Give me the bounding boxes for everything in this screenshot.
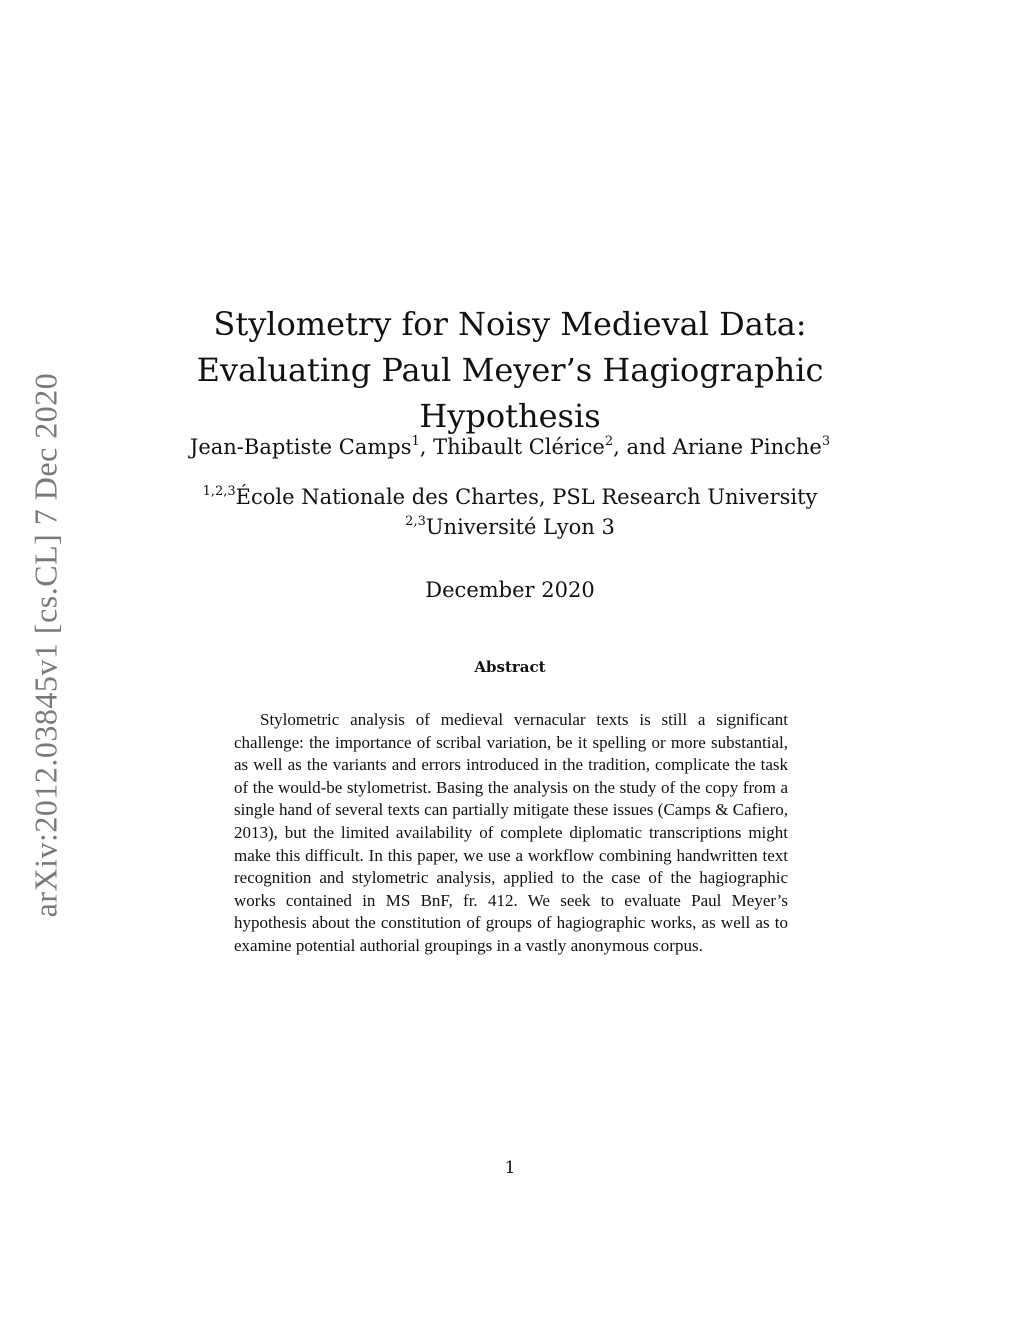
author-affiliation-mark: 3: [821, 434, 831, 449]
title-line-1: Stylometry for Noisy Medieval Data:: [213, 305, 807, 344]
author-affiliation-mark: 1: [411, 434, 420, 449]
paper-title: [160, 301, 860, 439]
affiliation-name: Université Lyon 3: [425, 515, 615, 539]
title-line-2: Evaluating Paul Meyer’s Hagiographic: [196, 351, 824, 390]
title-line-3: Hypothesis: [419, 397, 601, 436]
affiliation: [120, 512, 900, 542]
affiliation-name: École Nationale des Chartes, PSL Research University: [235, 485, 818, 509]
affiliation-mark: 2,3: [405, 514, 426, 529]
affiliation-mark: 1,2,3: [202, 484, 236, 499]
page-number: 1: [504, 1158, 516, 1178]
author-name: Ariane Pinche: [672, 435, 822, 459]
affiliation: [120, 482, 900, 512]
author-separator: ,: [419, 435, 434, 459]
abstract-text: Stylometric analysis of medieval vernacular texts is still a significant challenge: the importance of scribal variation, be it spelling or more substantial, as well as the variants and errors introduced in the tradition, complicate the task of the would-be stylometrist. Basing the analysis on the study of the copy from a single hand of several texts can partially mitigate these issues (Camps & Cafiero, 2013), but the limited availability of complete diplomatic transcriptions might make this difficult. In this paper, we use a workflow combining handwritten text recognition and stylometric analysis, applied to the case of the hagiographic works contained in MS BnF, fr. 412. We seek to evaluate Paul Meyer’s hypothesis about the constitution of groups of hagiographic works, as well as to examine potential authorial groupings in a vastly anonymous corpus.: [234, 710, 788, 955]
affiliation-list: [120, 482, 900, 542]
author-affiliation-mark: 2: [604, 434, 614, 449]
arxiv-identifier: arXiv:2012.03845v1 [cs.CL] 7 Dec 2020: [27, 372, 64, 918]
abstract-heading: Abstract: [474, 658, 546, 676]
author-separator: , and: [613, 435, 673, 459]
author-name: Jean-Baptiste Camps: [189, 435, 412, 459]
author-list: [120, 432, 900, 462]
publication-date: December 2020: [425, 578, 595, 602]
author-name: Thibault Clérice: [433, 435, 605, 459]
